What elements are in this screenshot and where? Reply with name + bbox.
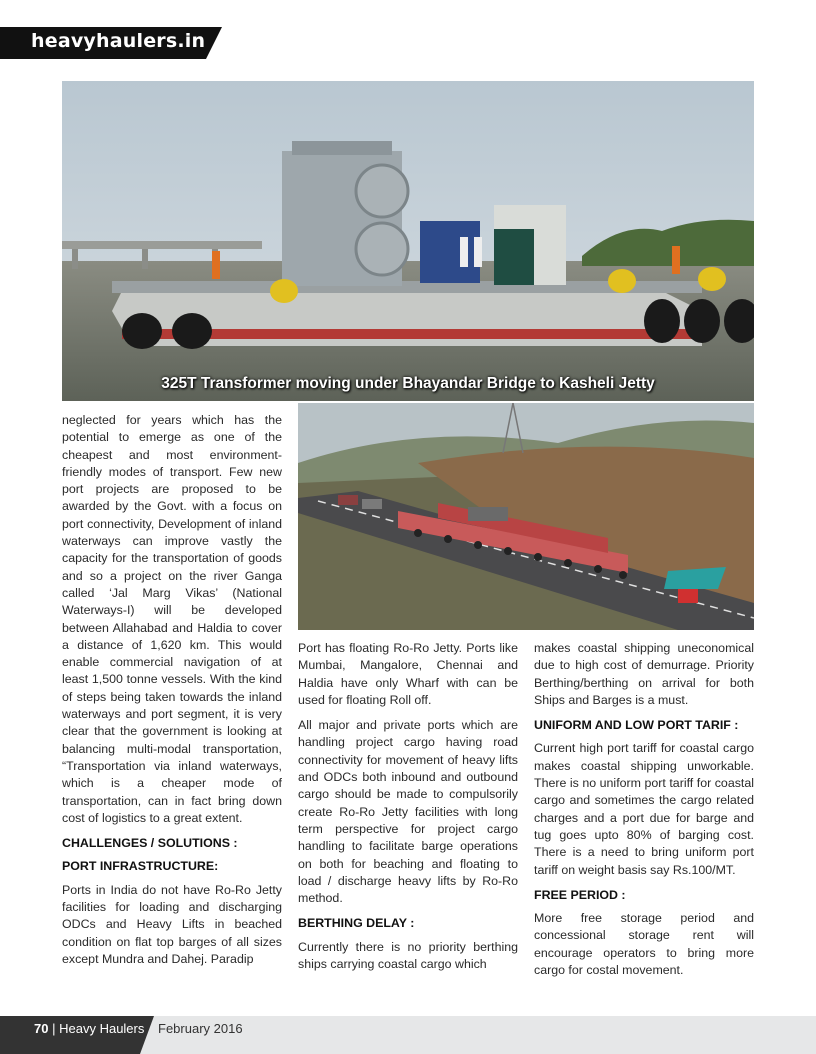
paragraph-floating-jetty: Port has floating Ro-Ro Jetty. Ports like Mumbai, Mangalore, Chennai and Haldia have only Wharf with can be used for floating Roll off. (298, 641, 518, 707)
paragraph-priority-berthing: Currently there is no priority berthing ships carrying coastal cargo which (298, 939, 518, 972)
paragraph-project-cargo: All major and private ports which are handling project cargo having road connectivity for movement of heavy lifts and ODCs both inbound and outbound cargo should be made to compulsorily create Ro-Ro Jetty facilities with long term perspective for project cargo handling to facilitate barge operations on both for beaching and floating to load / discharge heavy lifts by Ro-Ro method. (298, 718, 518, 906)
photo-caption: 325T Transformer moving under Bhayandar Bridge to Kasheli Jetty (161, 375, 655, 392)
page-number: 70 (34, 1021, 49, 1036)
paragraph-free-storage: More free storage period and concessional storage rent will encourage operators to bring more cargo for costal movement. (534, 911, 754, 978)
paragraph-ro-ro-jetty: Ports in India do not have Ro-Ro Jetty facilities for loading and discharging ODCs and Heavy Lifts in beached condition on flat top barges of all sizes except Mundra and Dahej. Paradip (62, 882, 282, 966)
issue-date: February 2016 (158, 1021, 243, 1036)
magazine-name: Heavy Haulers (59, 1021, 145, 1036)
heading-free-period: FREE PERIOD : (534, 887, 626, 902)
page-footer (0, 1016, 816, 1054)
paragraph-tariff: Current high port tariff for coastal cargo makes coastal shipping unworkable. There is no uniform port tariff for coastal cargo and sometimes the cargo related charges and a port due for barge and tug goes upto 80% of barging cost. There is a need to bring uniform port tariff on weight basis say Rs.100/MT. (534, 741, 754, 877)
footer-separator: | (52, 1021, 56, 1036)
heading-port-infrastructure: PORT INFRASTRUCTURE: (62, 859, 219, 874)
masthead (0, 27, 222, 59)
paragraph-inland-waterways: neglected for years which has the potential to emerge as one of the cheapest and most environment-friendly modes of transport. Few new port projects are proposed to be awarded by the Govt. with a focus on port connectivity, Development of inland waterways can improve vastly the capacity for the transportation of goods and so a project on the river Ganga called ‘Jal Marg Vikas’ (National Waterways-I) will be developed between Allahabad and Haldia to cover a distance of 1,620 km. This would enable commercial navigation of at least 1,500 tonne vessels. With the kind of steps being taken towards the inland waterways and port segment, it is very clear that the government is looking at balancing multi-modal transportation, “Transportation via inland waterways, which is a cheaper mode of transportation, can in fact bring down cost of logistics to a great extent. (62, 413, 282, 825)
heading-berthing-delay: BERTHING DELAY : (298, 916, 415, 931)
heading-challenges: CHALLENGES / SOLUTIONS : (62, 836, 238, 851)
footer-page-info (34, 1021, 144, 1036)
barge-illustration (62, 81, 754, 401)
photo-trailer-convoy (298, 403, 754, 630)
heading-port-tariff: UNIFORM AND LOW PORT TARIF : (534, 718, 739, 733)
article-column-2 (298, 640, 518, 981)
convoy-illustration (298, 403, 754, 630)
photo-transformer-barge (62, 81, 754, 401)
site-name: heavyhaulers.in (31, 30, 206, 52)
article-column-1 (62, 412, 282, 976)
paragraph-demurrage: makes coastal shipping uneconomical due to high cost of demurrage. Priority Berthing/berthing on arrival for both Ships and Barges is a must. (534, 641, 754, 707)
article-column-3 (534, 640, 754, 987)
